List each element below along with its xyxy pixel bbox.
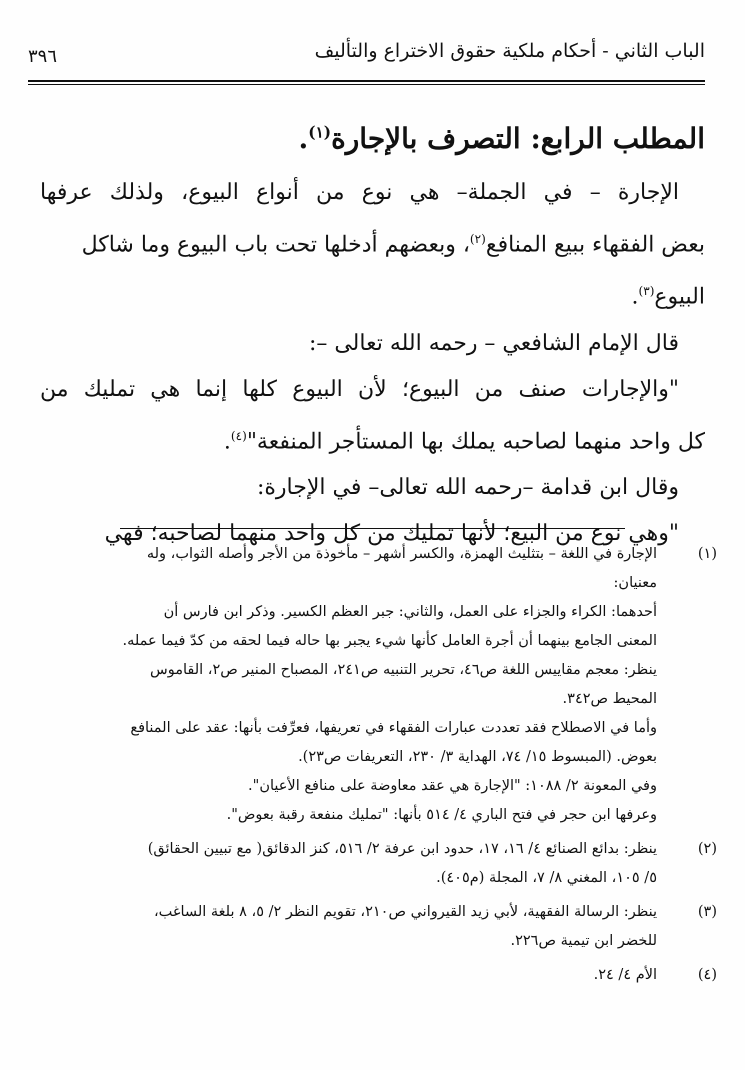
paragraph-1-line-2b: ، وبعضهم أدخلها تحت باب البيوع وما شاكل (81, 232, 470, 258)
paragraph-1-line-3b: . (631, 284, 639, 310)
quote-1-line-2 (40, 413, 705, 465)
paragraph-3: وقال ابن قدامة –رحمه الله تعالى– في الإجارة: (256, 474, 679, 500)
paragraph-1-line-3a: البيوع (654, 284, 705, 310)
footnote-line: ينظر: الرسالة الفقهية، لأبي زيد القيرواني ص٢١٠، تقويم النظر ٢/ ٥، ٨ بلغة الساغب، (153, 904, 657, 920)
footnote-3 (40, 898, 717, 956)
footnote-line: ٥/ ١٠٥، المغني ٨/ ٧، المجلة (م٤٠٥). (436, 870, 657, 886)
footnote-separator (120, 528, 625, 529)
paragraph-2: قال الإمام الشافعي – رحمه الله تعالى –: (308, 330, 679, 356)
running-title: الباب الثاني - أحكام ملكية حقوق الاختراع والتأليف (314, 40, 705, 62)
footnote-line: وأما في الاصطلاح فقد تعددت عبارات الفقهاء في تعريفها، فعرِّفت بأنها: عقد على المنافع (130, 720, 657, 736)
footnote-line: وعرفها ابن حجر في فتح الباري ٤/ ٥١٤ بأنها: "تمليك منفعة رقبة بعوض". (226, 807, 657, 823)
footnotes (40, 540, 717, 990)
footnote-ref-2: (٢) (469, 232, 486, 246)
footnote-line: للخضر ابن تيمية ص٢٢٦. (510, 933, 657, 949)
page-number: ٣٩٦ (28, 46, 58, 67)
footnote-line: أحدهما: الكراء والجزاء على العمل، والثاني: جبر العظم الكسير. وذكر ابن فارس أن (163, 604, 657, 620)
quote-1-line-2b: . (223, 428, 231, 454)
header-rule-thick (28, 80, 705, 82)
paragraph-1-line-1: الإجارة – في الجملة– هي نوع من أنواع البيوع، ولذلك عرفها (40, 180, 679, 205)
footnote-ref-3: (٣) (638, 284, 655, 299)
footnote-1 (40, 540, 717, 598)
main-text (40, 170, 705, 557)
footnote-2 (40, 835, 717, 893)
quote-1-line-1: "والإجارات صنف من البيوع؛ لأن البيوع كلها إنما هي تمليك من (40, 376, 679, 402)
paragraph-1-line-3 (40, 268, 705, 320)
section-title-main: التصرف بالإجارة (331, 122, 521, 155)
footnote-4 (40, 961, 717, 990)
footnote-line: الإجارة في اللغة – بتثليث الهمزة، والكسر أشهر – مأخوذة من الأجر وأصله الثواب، وله (146, 546, 657, 562)
footnote-line: الأم ٤/ ٢٤. (593, 967, 657, 983)
footnote-number: (١) (697, 546, 717, 562)
quote-1-line-2a: كل واحد منهما لصاحبه يملك بها المستأجر المنفعة" (246, 428, 705, 454)
footnote-number: (٣) (697, 904, 717, 920)
footnote-line: وفي المعونة ٢/ ١٠٨٨: "الإجارة هي عقد معاوضة على منافع الأعيان". (248, 778, 657, 794)
footnote-line: المعنى الجامع بينهما أن أجرة العامل كأنها شيء يجبر بها حاله فيما لحقه من كدّ فيما عمله. (122, 633, 657, 649)
footnote-ref-1: (١) (308, 123, 332, 142)
section-title-lead: المطلب الرابع: (530, 122, 705, 155)
footnote-line: بعوض. (المبسوط ١٥/ ٧٤، الهداية ٣/ ٢٣٠، التعريفات ص٢٣). (298, 749, 657, 765)
header-rule-thin (28, 84, 705, 85)
footnote-number: (٤) (697, 967, 717, 983)
footnote-line: معنيان: (613, 575, 657, 591)
footnote-1-continuation (40, 598, 717, 830)
paragraph-1-line-2a: بعض الفقهاء ببيع المنافع (485, 232, 705, 258)
footnote-line: ينظر: معجم مقاييس اللغة ص٤٦، تحرير التنبيه ص٢٤١، المصباح المنير ص٢، القاموس (150, 662, 657, 678)
section-title (298, 122, 705, 155)
paragraph-1-line-2 (40, 216, 705, 268)
footnote-line: المحيط ص٣٤٢. (562, 691, 657, 707)
section-title-end: . (298, 122, 309, 155)
footnote-ref-4: (٤) (230, 428, 247, 443)
footnote-number: (٢) (697, 841, 717, 857)
footnote-line: ينظر: بدائع الصنائع ٤/ ١٦، ١٧، حدود ابن عرفة ٢/ ٥١٦، كنز الدقائق( مع تبيين الحقائق) (147, 841, 657, 857)
quote-2-line-1: "وهي نوع من البيع؛ لأنها تمليك من كل واحد منهما لصاحبه؛ فهي (104, 520, 679, 546)
page-header (28, 38, 705, 78)
